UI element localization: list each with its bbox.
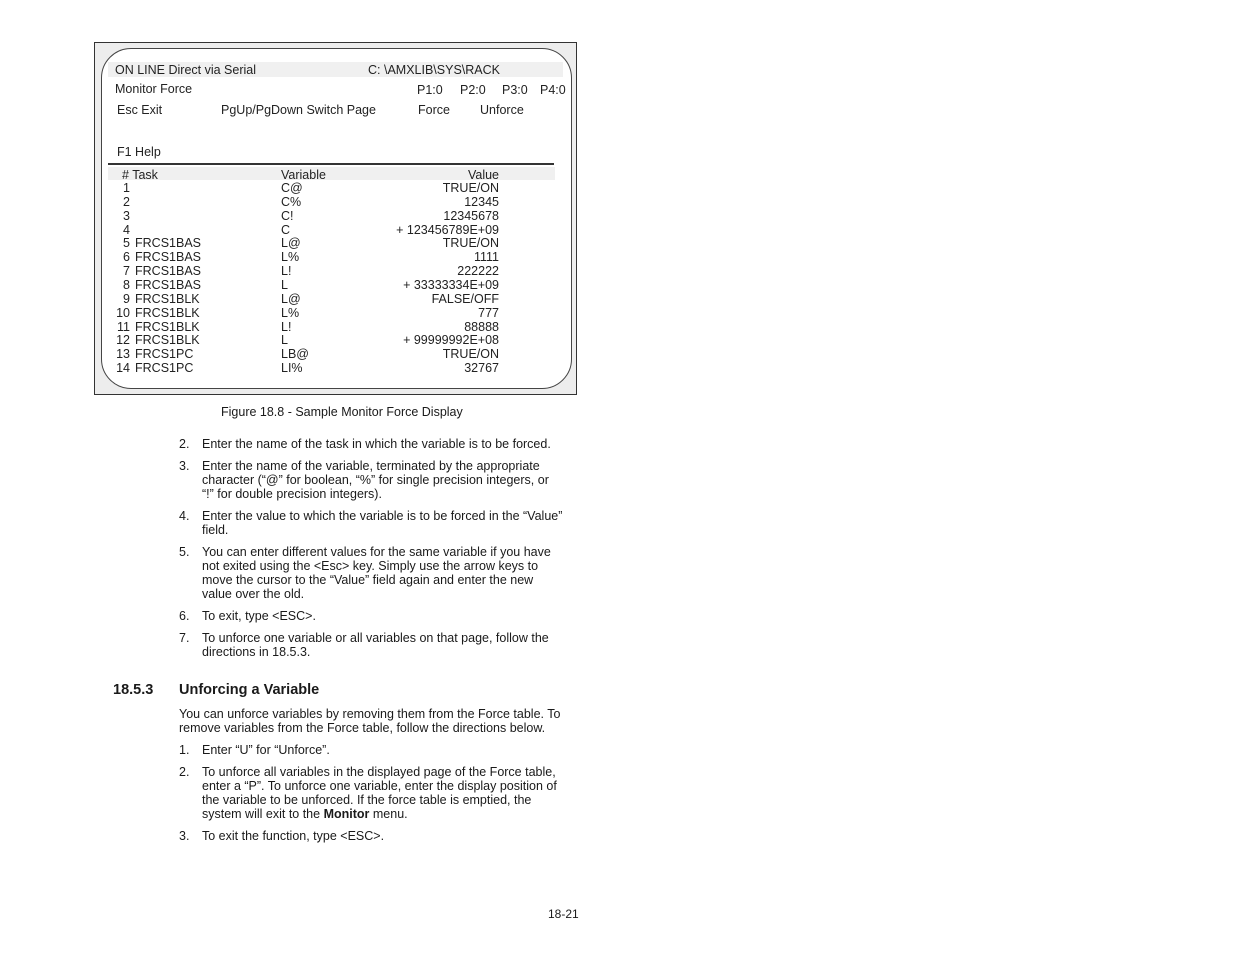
table-row[interactable]: [112, 264, 499, 278]
row-value: 222222: [457, 264, 499, 279]
row-number: 14: [116, 361, 130, 376]
row-value: TRUE/ON: [442, 181, 499, 195]
port-p3: P3:0: [502, 83, 528, 97]
mode-label: Monitor Force: [115, 82, 193, 96]
page-number: 18-21: [548, 907, 579, 921]
figure-caption: Figure 18.8 - Sample Monitor Force Display: [221, 405, 463, 419]
row-number: 2: [123, 194, 130, 209]
connection-status: ON LINE Direct via Serial: [115, 63, 257, 77]
row-variable: L%: [281, 305, 300, 320]
row-variable: C%: [281, 194, 302, 209]
row-variable: L: [281, 277, 288, 292]
row-number: 5: [123, 236, 130, 251]
row-value: 12345678: [443, 208, 499, 223]
row-number: 9: [123, 291, 130, 306]
list-item-text: To unforce all variables in the displayed page of the Force table, enter a “P”. To unforce one variable, enter the display position of the variable to be unforced. If the force table is emptied, the system will exit to the Monitor menu.: [202, 765, 557, 821]
table-row[interactable]: [112, 333, 499, 347]
row-variable: LI%: [281, 361, 303, 376]
row-task: FRCS1BAS: [135, 250, 201, 265]
row-variable: L!: [281, 319, 292, 334]
row-value: 1111: [473, 250, 499, 265]
row-variable: L!: [281, 264, 292, 279]
row-value: FALSE/OFF: [431, 291, 499, 306]
table-row[interactable]: [112, 278, 499, 292]
switch-page-key[interactable]: PgUp/PgDown Switch Page: [221, 103, 376, 117]
row-number: 3: [123, 208, 130, 223]
row-value: 32767: [464, 361, 499, 376]
row-task: FRCS1PC: [135, 361, 194, 376]
row-variable: C!: [281, 208, 294, 223]
table-row[interactable]: [112, 306, 499, 320]
row-number: 1: [123, 181, 130, 195]
esc-exit-key[interactable]: Esc Exit: [117, 103, 163, 117]
row-number: 10: [116, 305, 130, 320]
table-row[interactable]: [112, 320, 499, 334]
row-number: 8: [123, 277, 130, 292]
row-value: + 99999992E+08: [403, 333, 499, 348]
row-number: 12: [116, 333, 130, 348]
row-number: 11: [117, 319, 130, 334]
row-number: 13: [116, 347, 130, 362]
unforce-command[interactable]: Unforce: [480, 103, 524, 117]
row-variable: L@: [281, 236, 301, 251]
port-p4: P4:0: [540, 83, 566, 97]
row-task: FRCS1BAS: [135, 277, 201, 292]
library-path: C: \AMXLIB\SYS\RACK: [368, 63, 500, 77]
table-row[interactable]: [112, 181, 499, 195]
section-number: 18.5.3: [113, 682, 154, 698]
row-variable: L%: [281, 250, 300, 265]
header-task: # Task: [122, 168, 158, 182]
table-header: [112, 168, 499, 182]
header-value: Value: [467, 168, 499, 182]
table-row[interactable]: [112, 209, 499, 223]
row-variable: L: [281, 333, 288, 348]
row-variable: C@: [281, 181, 303, 195]
row-task: FRCS1PC: [135, 347, 194, 362]
table-row[interactable]: [112, 236, 499, 250]
monitor-menu-name: Monitor: [323, 807, 370, 821]
row-task: FRCS1BAS: [135, 264, 201, 279]
section-intro: You can unforce variables by removing them from the Force table. To remove variables from the Force table, follow the directions below.: [179, 707, 561, 735]
row-value: 777: [478, 305, 499, 320]
row-number: 7: [123, 264, 130, 279]
table-row[interactable]: [112, 292, 499, 306]
section-title: Unforcing a Variable: [179, 682, 320, 698]
row-number: 6: [123, 250, 130, 265]
row-value: 88888: [464, 319, 499, 334]
row-task: FRCS1BLK: [135, 305, 200, 320]
table-row[interactable]: [112, 347, 499, 361]
header-variable: Variable: [281, 168, 326, 182]
row-number: 4: [123, 222, 130, 237]
row-value: + 123456789E+09: [396, 222, 499, 237]
row-value: TRUE/ON: [442, 347, 499, 362]
header-divider: [108, 163, 554, 165]
table-row[interactable]: [112, 195, 499, 209]
row-task: FRCS1BLK: [135, 333, 200, 348]
table-row[interactable]: [112, 223, 499, 237]
help-key[interactable]: F1 Help: [117, 145, 161, 159]
row-variable: L@: [281, 291, 301, 306]
table-row[interactable]: [112, 250, 499, 264]
row-value: 12345: [464, 194, 499, 209]
row-variable: C: [281, 222, 291, 237]
port-p2: P2:0: [460, 83, 486, 97]
row-value: TRUE/ON: [442, 236, 499, 251]
row-task: FRCS1BLK: [135, 291, 200, 306]
row-task: FRCS1BLK: [135, 319, 200, 334]
table-row[interactable]: [112, 361, 499, 375]
port-p1: P1:0: [417, 83, 443, 97]
row-value: + 33333334E+09: [403, 277, 499, 292]
row-variable: LB@: [281, 347, 309, 362]
force-command[interactable]: Force: [418, 103, 450, 117]
row-task: FRCS1BAS: [135, 236, 201, 251]
